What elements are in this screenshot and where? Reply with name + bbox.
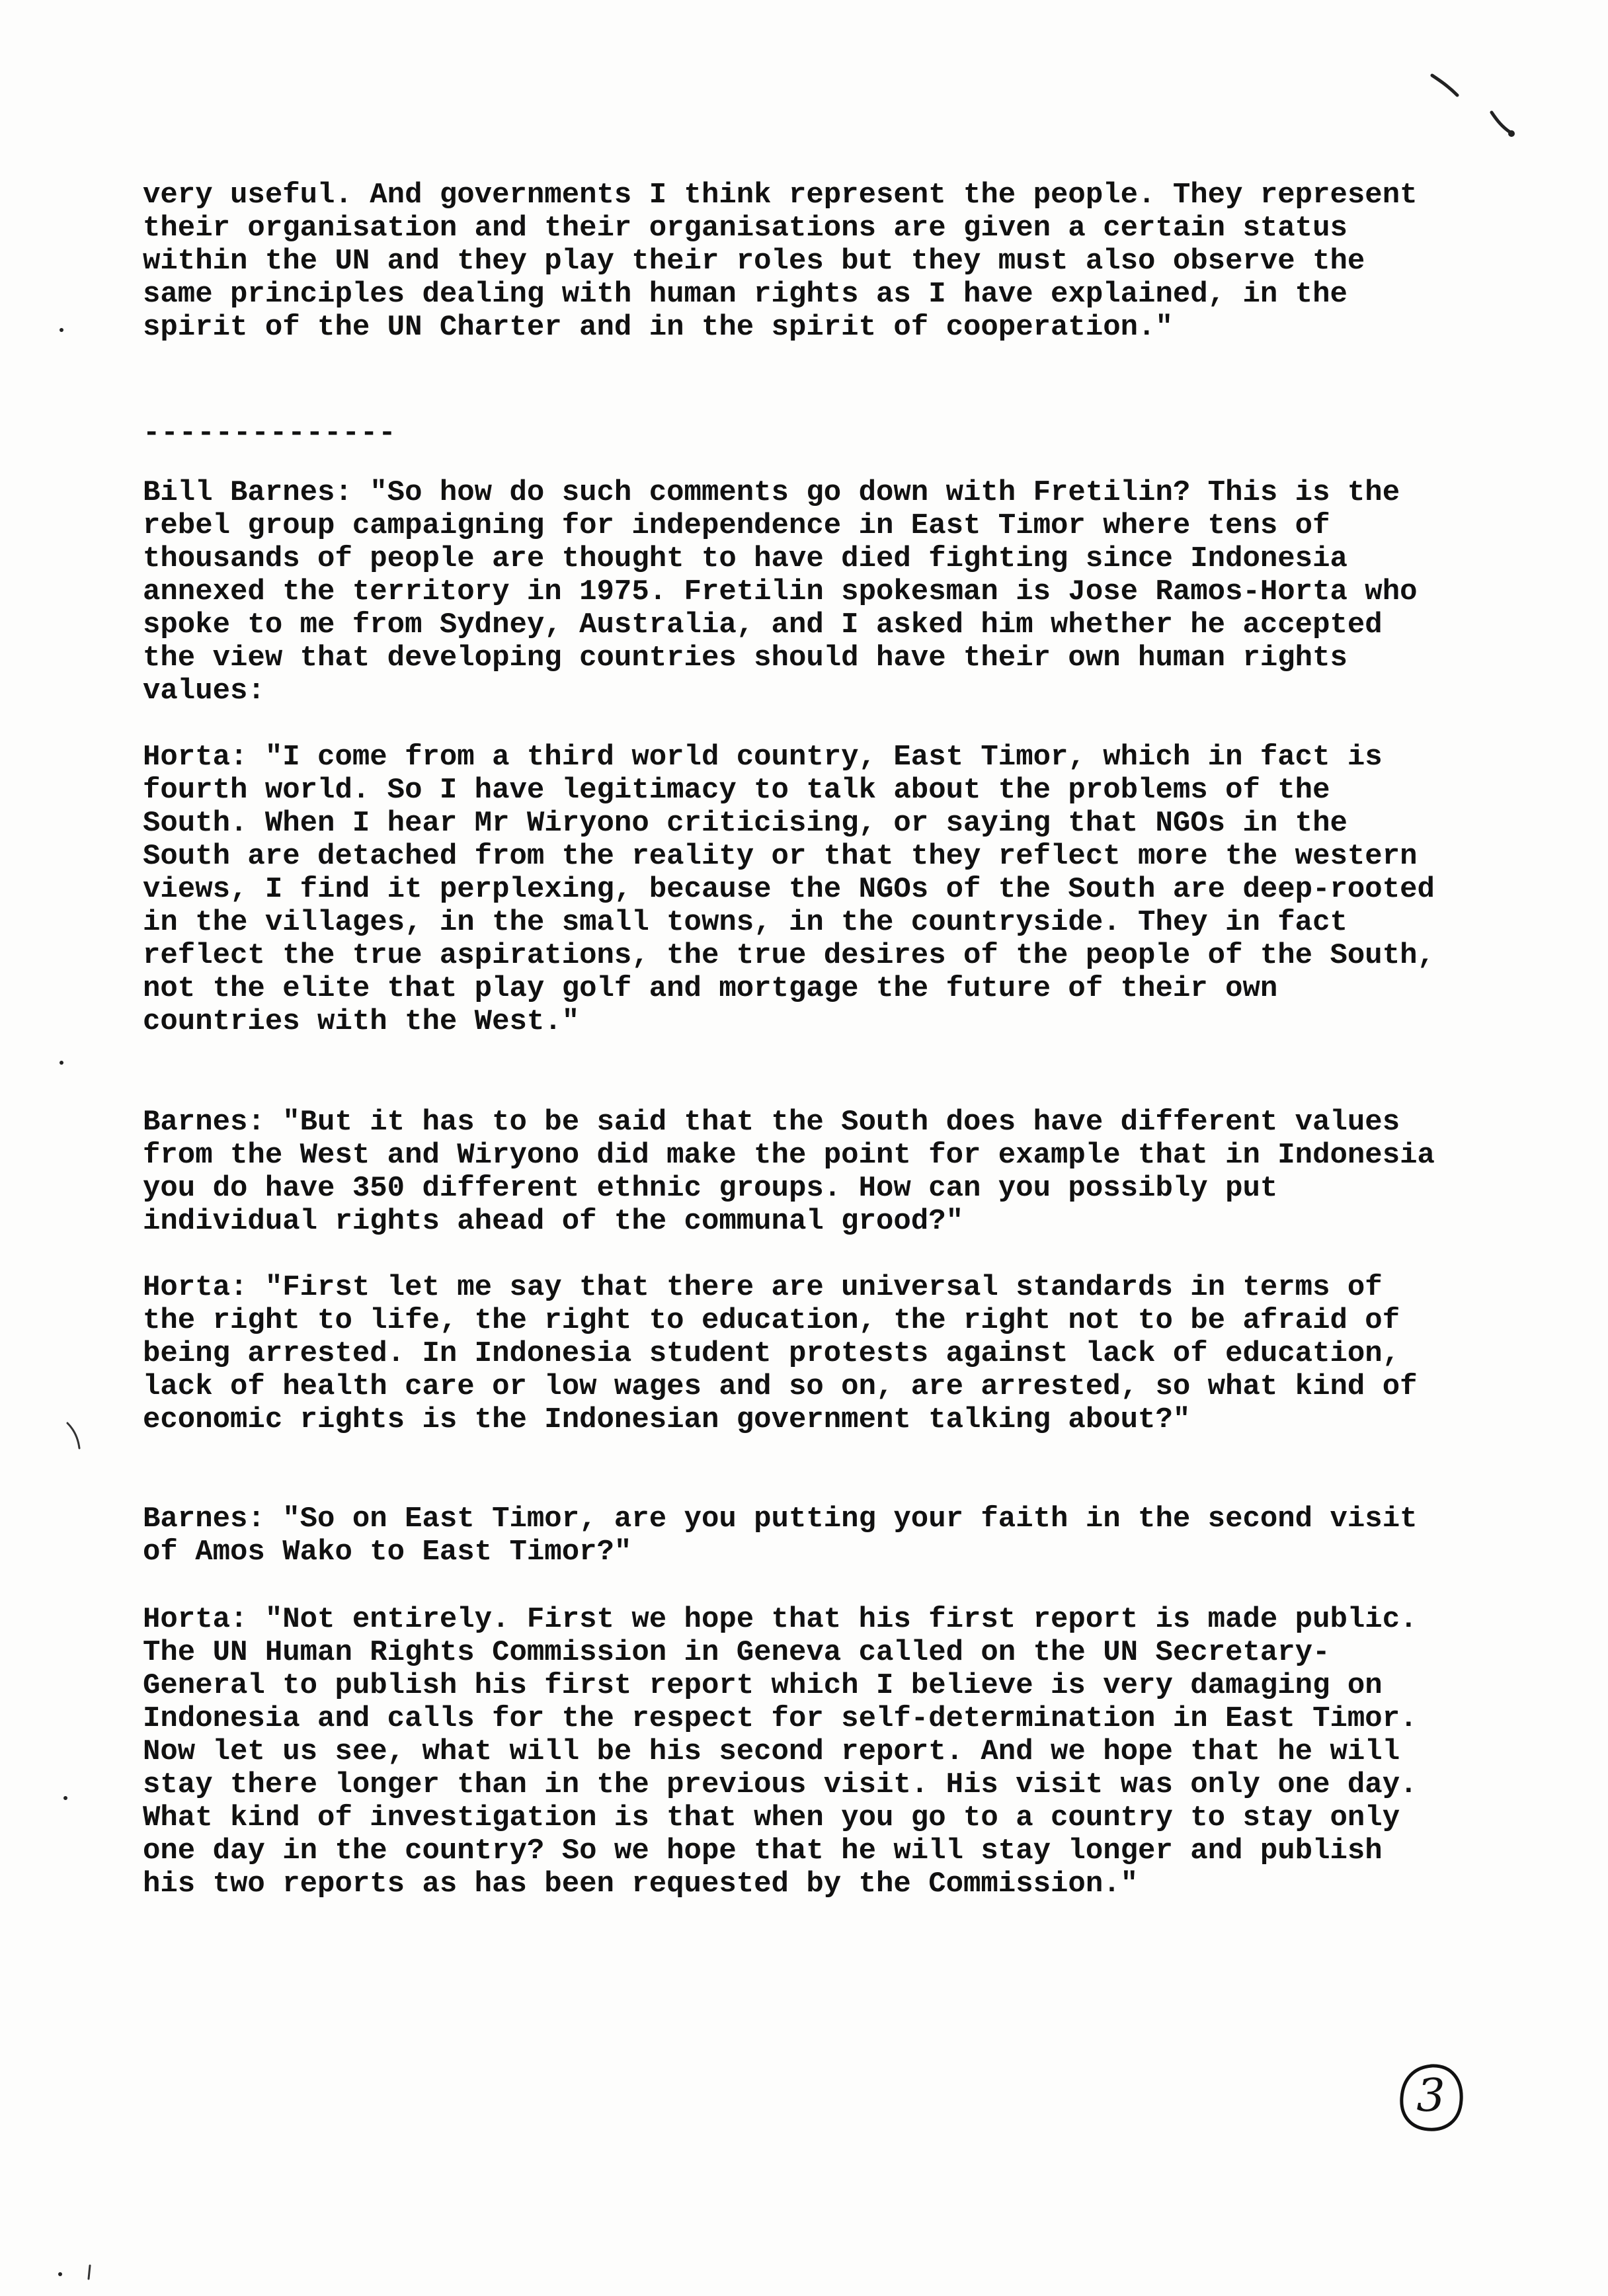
- page-number: 3: [1416, 2070, 1445, 2122]
- paragraph-horta-1: Horta: "I come from a third world country, East Timor, which in fact is fourth world. So I have legitimacy to talk about the problems of the South. When I hear Mr Wiryono criticising, or saying that NGOs in the South are detached from the reality or that they reflect more the western views, I find it perplexing, because the NGOs of the South are deep-rooted in the villages, in the small towns, in the countryside. They in fact reflect the true aspirations, the true desires of the people of the South, not the elite that play golf and mortgage the future of their own countries with the West.": [143, 741, 1435, 1038]
- handwritten-tick-marks: [1428, 66, 1534, 152]
- margin-speck: [60, 1061, 63, 1065]
- paragraph-horta-3: Horta: "Not entirely. First we hope that his first report is made public. The UN Human Rights Commission in Geneva called on the UN Secretary-General to publish his first report which I believe is very damaging on Indonesia and calls for the respect for self-determination in East Timor. Now let us see, what will be his second report. And we hope that he will stay there longer than in the previous visit. His visit was only one day. What kind of investigation is that when you go to a country to stay only one day in the country? So we hope that he will stay longer and publish his two reports as has been requested by the Commission.": [143, 1603, 1418, 1901]
- paragraph-horta-2: Horta: "First let me say that there are universal standards in terms of the right to life, the right to education, the right not to be afraid of being arrested. In Indonesia student protests against lack of education, lack of health care or low wages and so on, are arrested, so what kind of economic rights is the Indonesian government talking about?": [143, 1271, 1418, 1436]
- margin-speck: [58, 2272, 62, 2276]
- paragraph-barnes-3: Barnes: "So on East Timor, are you putting your faith in the second visit of Amos Wako to East Timor?": [143, 1502, 1418, 1569]
- paragraph-barnes-intro: Bill Barnes: "So how do such comments go down with Fretilin? This is the rebel group campaigning for independence in East Timor where tens of thousands of people are thought to have died fighting since Indonesia annexed the territory in 1975. Fretilin spokesman is Jose Ramos-Horta who spoke to me from Sydney, Australia, and I asked him whether he accepted the view that developing countries should have their own human rights values:: [143, 476, 1418, 708]
- page-number-circle: [1396, 2062, 1465, 2135]
- margin-stroke: [65, 1420, 85, 1454]
- margin-stroke: [85, 2263, 95, 2283]
- margin-speck: [60, 328, 63, 332]
- margin-speck: [63, 1796, 67, 1800]
- paragraph-continuation: very useful. And governments I think represent the people. They represent their organisation and their organisations are given a certain status within the UN and they play their roles but they must also observe the same principles dealing with human rights as I have explained, in the spirit of the UN Charter and in the spirit of cooperation.": [143, 179, 1418, 344]
- paragraph-barnes-2: Barnes: "But it has to be said that the South does have different values from the West and Wiryono did make the point for example that in Indonesia you do have 350 different ethnic groups. How can you possibly put individual rights ahead of the communal grood?": [143, 1106, 1435, 1238]
- section-divider: --------------: [143, 417, 397, 450]
